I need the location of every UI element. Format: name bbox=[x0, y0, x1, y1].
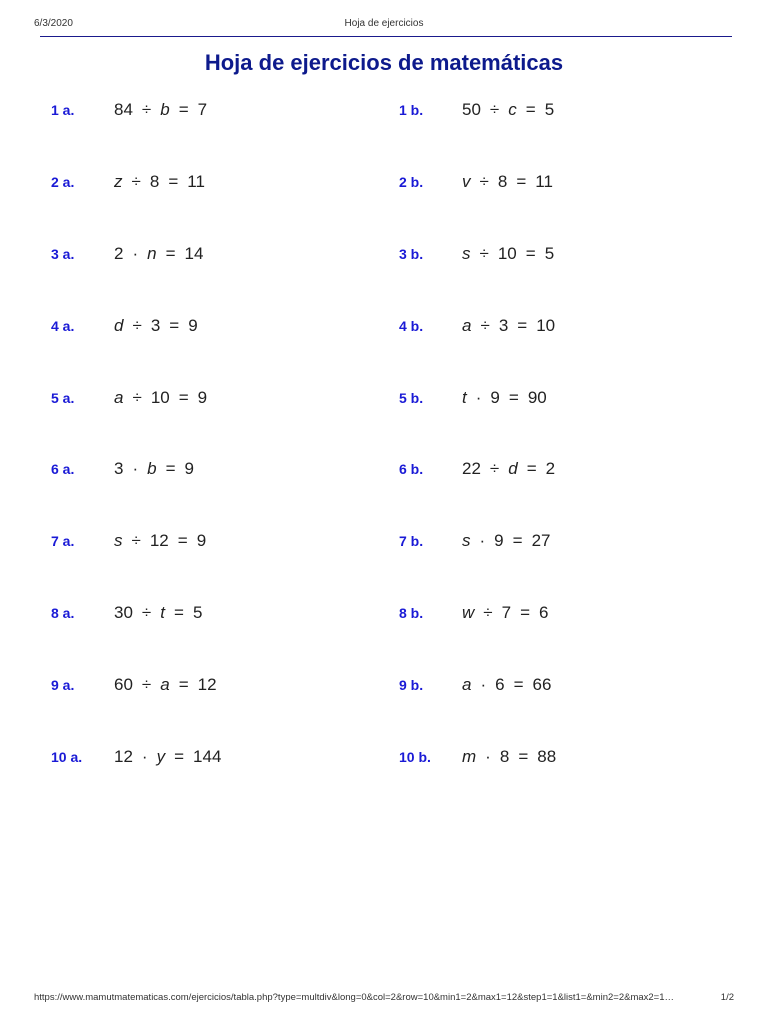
equation-operator: = bbox=[174, 747, 185, 767]
equation-operator: · bbox=[141, 747, 148, 767]
equation-operator: = bbox=[178, 387, 189, 407]
equation-operator: = bbox=[518, 747, 529, 767]
equation-number: 6 bbox=[495, 675, 505, 695]
equation-variable: a bbox=[114, 387, 124, 407]
equation-number: 3 bbox=[150, 315, 161, 335]
equation-variable: b bbox=[160, 100, 170, 119]
equation-number: 50 bbox=[462, 100, 481, 119]
equation-operator: = bbox=[178, 675, 189, 695]
exercise-number: 5 b. bbox=[399, 389, 424, 406]
equation-variable: a bbox=[462, 315, 472, 335]
equation-operator: = bbox=[168, 171, 179, 191]
equation-number: 66 bbox=[532, 675, 552, 695]
exercise-row bbox=[0, 525, 768, 597]
equation-operator: · bbox=[485, 747, 491, 767]
equation bbox=[462, 388, 547, 408]
equation bbox=[114, 459, 194, 479]
equation-number: 5 bbox=[544, 100, 555, 119]
exercise-number: 9 a. bbox=[51, 677, 75, 694]
equation-number: 2 bbox=[114, 243, 124, 263]
equation-operator: = bbox=[513, 675, 524, 695]
equation-number: 5 bbox=[544, 243, 555, 263]
equation-number: 3 bbox=[498, 315, 509, 335]
equation-number: 9 bbox=[490, 387, 500, 407]
equation-number: 11 bbox=[535, 171, 553, 191]
exercise-row bbox=[0, 94, 768, 166]
print-date: 6/3/2020 bbox=[34, 18, 73, 29]
equation-operator: = bbox=[508, 387, 519, 407]
equation-operator: · bbox=[132, 459, 139, 479]
equation-variable: s bbox=[462, 531, 471, 551]
equation-operator: = bbox=[526, 459, 537, 479]
exercise-number: 10 a. bbox=[51, 749, 83, 766]
equation-number: 144 bbox=[193, 747, 222, 767]
equation-variable: s bbox=[462, 243, 471, 263]
exercise-number: 6 a. bbox=[51, 461, 75, 478]
exercise-row bbox=[0, 453, 768, 525]
equation-operator: = bbox=[520, 603, 531, 623]
exercise-row bbox=[0, 166, 768, 238]
equation-number: 12 bbox=[197, 675, 217, 695]
equation bbox=[462, 531, 551, 551]
equation-number: 6 bbox=[539, 603, 549, 623]
equation-operator: ÷ bbox=[141, 675, 152, 695]
equation-operator: ÷ bbox=[141, 603, 152, 623]
equation bbox=[462, 172, 553, 192]
equation-variable: a bbox=[462, 675, 472, 695]
exercise-number: 5 a. bbox=[51, 389, 75, 406]
equation bbox=[462, 316, 555, 336]
equation bbox=[114, 388, 207, 408]
exercise-number: 8 b. bbox=[399, 605, 424, 622]
equation-operator: ÷ bbox=[479, 243, 489, 263]
equation-operator: = bbox=[178, 100, 189, 119]
equation-operator: = bbox=[525, 100, 536, 119]
equation-operator: = bbox=[517, 315, 528, 335]
exercise-row bbox=[0, 238, 768, 310]
equation-variable: d bbox=[114, 315, 124, 335]
equation-operator: ÷ bbox=[483, 603, 493, 623]
exercise-row bbox=[0, 597, 768, 669]
equation-number: 10 bbox=[536, 315, 556, 335]
equation-number: 8 bbox=[497, 171, 508, 191]
equation-operator: ÷ bbox=[480, 315, 490, 335]
equation bbox=[114, 316, 198, 336]
equation-operator: = bbox=[165, 243, 176, 263]
equation-operator: = bbox=[525, 243, 536, 263]
print-document-title: Hoja de ejercicios bbox=[344, 18, 424, 29]
equation bbox=[114, 100, 207, 120]
equation-operator: = bbox=[174, 603, 184, 623]
equation bbox=[114, 244, 203, 264]
equation-variable: z bbox=[114, 171, 123, 191]
equation bbox=[462, 100, 554, 120]
equation bbox=[462, 459, 555, 479]
equation-number: 8 bbox=[499, 747, 510, 767]
exercise-grid bbox=[0, 94, 768, 813]
equation bbox=[462, 244, 554, 264]
equation-operator: · bbox=[480, 675, 487, 695]
equation-number: 12 bbox=[114, 747, 133, 767]
equation-number: 9 bbox=[494, 531, 504, 551]
equation-operator: = bbox=[177, 531, 188, 551]
exercise-number: 7 b. bbox=[399, 533, 424, 550]
equation-operator: ÷ bbox=[132, 315, 142, 335]
equation-number: 9 bbox=[196, 531, 207, 551]
exercise-number: 1 a. bbox=[51, 102, 75, 118]
page-number: 1/2 bbox=[720, 992, 734, 1003]
exercise-number: 2 b. bbox=[399, 173, 424, 190]
equation-variable: v bbox=[462, 171, 471, 191]
exercise-number: 4 a. bbox=[51, 317, 75, 334]
equation-operator: = bbox=[165, 459, 176, 479]
equation bbox=[114, 172, 205, 192]
equation-operator: ÷ bbox=[489, 459, 500, 479]
equation-number: 22 bbox=[462, 459, 481, 479]
equation-operator: · bbox=[479, 531, 486, 551]
equation-number: 9 bbox=[188, 315, 198, 335]
exercise-number: 7 a. bbox=[51, 533, 75, 550]
equation-number: 2 bbox=[545, 459, 556, 479]
equation-number: 10 bbox=[150, 387, 170, 407]
exercise-row bbox=[0, 741, 768, 813]
exercise-row bbox=[0, 382, 768, 454]
equation-number: 10 bbox=[497, 243, 517, 263]
equation-operator: ÷ bbox=[489, 100, 500, 119]
equation bbox=[114, 747, 221, 767]
equation-variable: t bbox=[462, 387, 467, 407]
equation bbox=[462, 747, 556, 767]
equation-number: 7 bbox=[197, 100, 208, 119]
equation bbox=[114, 675, 217, 695]
equation-operator: ÷ bbox=[131, 531, 141, 551]
exercise-number: 6 b. bbox=[399, 461, 424, 478]
equation-operator: · bbox=[132, 243, 139, 263]
equation-number: 3 bbox=[114, 459, 124, 479]
exercise-row bbox=[0, 310, 768, 382]
equation-number: 7 bbox=[501, 603, 512, 623]
exercise-number: 2 a. bbox=[51, 173, 75, 190]
print-url: https://www.mamutmatematicas.com/ejercicios/tabla.php?type=multdiv&long=0&col=2&row=10&min1=2&max1=12&step1=1&list1=&min2=2&max2=1… bbox=[34, 992, 675, 1003]
equation-operator: ÷ bbox=[141, 100, 152, 119]
equation-variable: n bbox=[147, 243, 157, 263]
equation-operator: ÷ bbox=[479, 171, 489, 191]
equation bbox=[462, 603, 549, 623]
equation-number: 5 bbox=[192, 603, 203, 623]
exercise-number: 9 b. bbox=[399, 677, 424, 694]
equation-number: 84 bbox=[114, 100, 133, 119]
equation-operator: = bbox=[516, 171, 527, 191]
exercise-row bbox=[0, 669, 768, 741]
equation-variable: y bbox=[156, 747, 166, 767]
equation-variable: d bbox=[508, 459, 518, 479]
equation-number: 27 bbox=[531, 531, 551, 551]
equation bbox=[462, 675, 551, 695]
print-header bbox=[34, 18, 734, 32]
equation-number: 11 bbox=[187, 171, 205, 191]
exercise-number: 1 b. bbox=[399, 102, 424, 118]
equation-number: 12 bbox=[149, 531, 169, 551]
equation-number: 88 bbox=[537, 747, 557, 767]
equation-variable: w bbox=[462, 603, 475, 623]
equation-variable: a bbox=[160, 675, 170, 695]
exercise-number: 3 a. bbox=[51, 245, 75, 262]
equation-number: 14 bbox=[184, 243, 204, 263]
exercise-number: 3 b. bbox=[399, 245, 424, 262]
equation-number: 9 bbox=[184, 459, 195, 479]
equation bbox=[114, 603, 202, 623]
equation-variable: s bbox=[114, 531, 123, 551]
equation-variable: t bbox=[160, 603, 165, 623]
equation-operator: ÷ bbox=[131, 171, 141, 191]
exercise-number: 10 b. bbox=[399, 749, 431, 766]
worksheet-title: Hoja de ejercicios de matemáticas bbox=[204, 50, 564, 75]
equation-variable: c bbox=[508, 100, 517, 119]
equation-number: 90 bbox=[527, 387, 547, 407]
print-footer bbox=[34, 992, 734, 1006]
equation-number: 30 bbox=[114, 603, 133, 623]
equation bbox=[114, 531, 206, 551]
header-rule bbox=[40, 36, 732, 37]
equation-number: 8 bbox=[149, 171, 160, 191]
equation-operator: ÷ bbox=[132, 387, 142, 407]
equation-number: 9 bbox=[197, 387, 208, 407]
equation-operator: = bbox=[169, 315, 180, 335]
exercise-number: 4 b. bbox=[399, 317, 424, 334]
equation-variable: m bbox=[462, 747, 477, 767]
equation-operator: = bbox=[512, 531, 523, 551]
exercise-number: 8 a. bbox=[51, 605, 75, 622]
equation-number: 60 bbox=[114, 675, 133, 695]
equation-variable: b bbox=[147, 459, 157, 479]
equation-operator: · bbox=[475, 387, 482, 407]
